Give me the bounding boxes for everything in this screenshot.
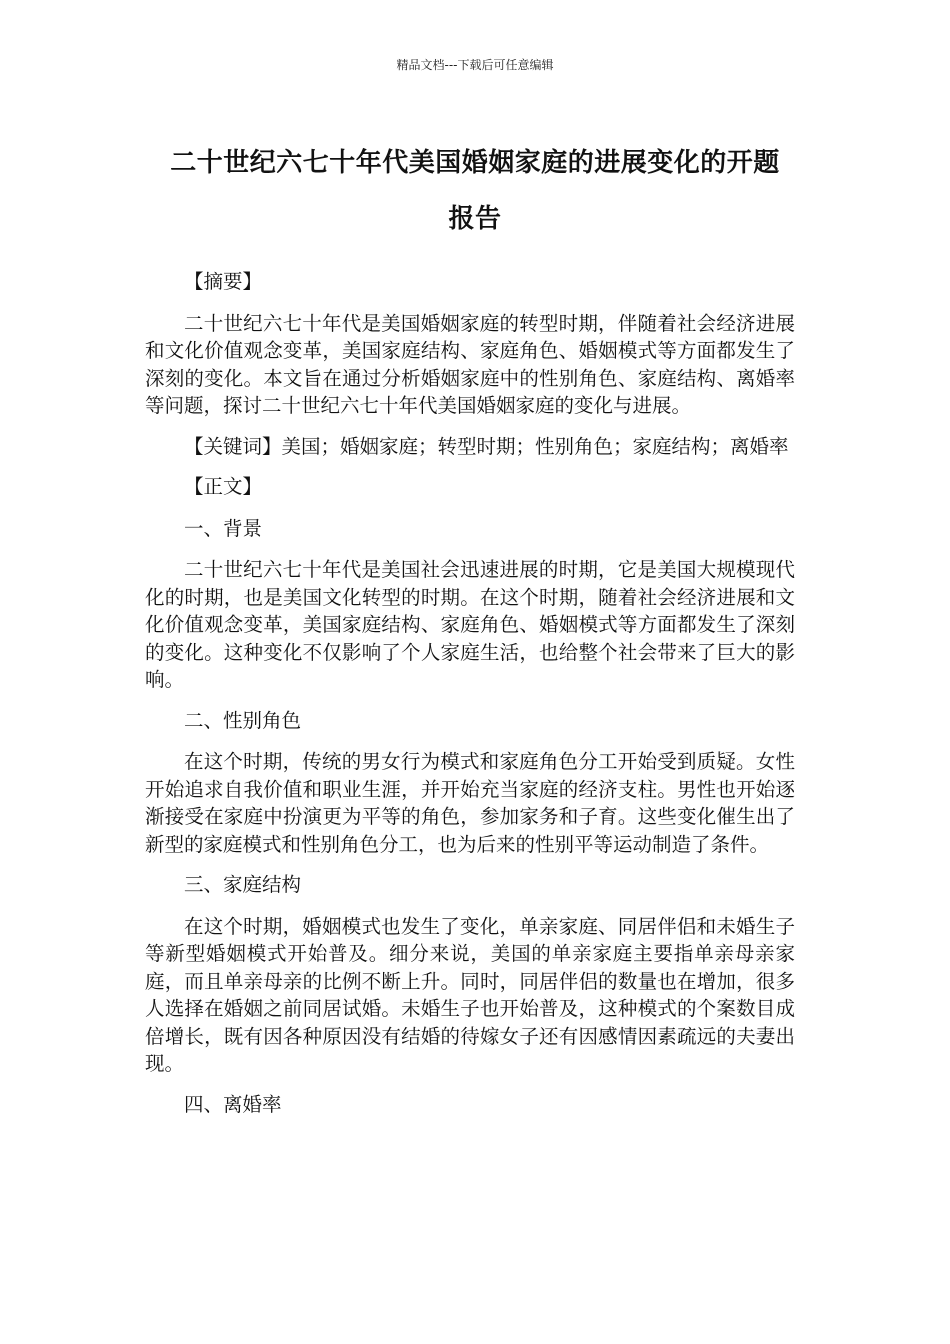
title-line-1: 二十世纪六七十年代美国婚姻家庭的进展变化的开题 [170, 148, 780, 178]
gender-roles-paragraph: 在这个时期，传统的男女行为模式和家庭角色分工开始受到质疑。女性开始追求自我价值和职业生涯，并开始充当家庭的经济支柱。男性也开始逐渐接受在家庭中扮演更为平等的角色，参加家务和子育。这些变化催生出了新型的家庭模式和性别角色分工，也为后来的性别平等运动制造了条件。 [145, 750, 795, 856]
section-heading-family-structure: 三、家庭结构 [184, 873, 302, 896]
page-header: 精品文档---下载后可任意编辑 [396, 58, 554, 72]
section-heading-gender-roles: 二、性别角色 [184, 708, 302, 732]
family-structure-paragraph: 在这个时期，婚姻模式也发生了变化，单亲家庭、同居伴侣和未婚生子等新型婚姻模式开始普及。细分来说，美国的单亲家庭主要指单亲母亲家庭，而且单亲母亲的比例不断上升。同时，同居伴侣的数量也在增加，很多人选择在婚姻之前同居试婚。未婚生子也开始普及，这种模式的个案数目成倍增长，既有因各种原因没有结婚的待嫁女子还有因感情因素疏远的夫妻出现。 [145, 914, 795, 1075]
title-line-2: 报告 [448, 204, 502, 234]
document-body [145, 268, 795, 1132]
body-heading: 【正文】 [184, 475, 263, 498]
section-heading-divorce-rate: 四、离婚率 [184, 1092, 282, 1116]
section-heading-background: 一、背景 [184, 516, 263, 540]
abstract-heading: 【摘要】 [184, 270, 263, 293]
background-paragraph: 二十世纪六七十年代是美国社会迅速进展的时期，它是美国大规模现代化的时期，也是美国文化转型的时期。在这个时期，随着社会经济进展和文化价值观念变革，美国家庭结构、家庭角色、婚姻模式等方面都发生了深刻的变化。这种变化不仅影响了个人家庭生活，也给整个社会带来了巨大的影响。 [145, 558, 795, 691]
abstract-paragraph: 二十世纪六七十年代是美国婚姻家庭的转型时期，伴随着社会经济进展和文化价值观念变革，美国家庭结构、家庭角色、婚姻模式等方面都发生了深刻的变化。本文旨在通过分析婚姻家庭中的性别角色、家庭结构、离婚率等问题，探讨二十世纪六七十年代美国婚姻家庭的变化与进展。 [145, 311, 795, 417]
keywords-paragraph: 【关键词】美国；婚姻家庭；转型时期；性别角色；家庭结构；离婚率 [184, 434, 789, 458]
document-title [120, 135, 830, 247]
